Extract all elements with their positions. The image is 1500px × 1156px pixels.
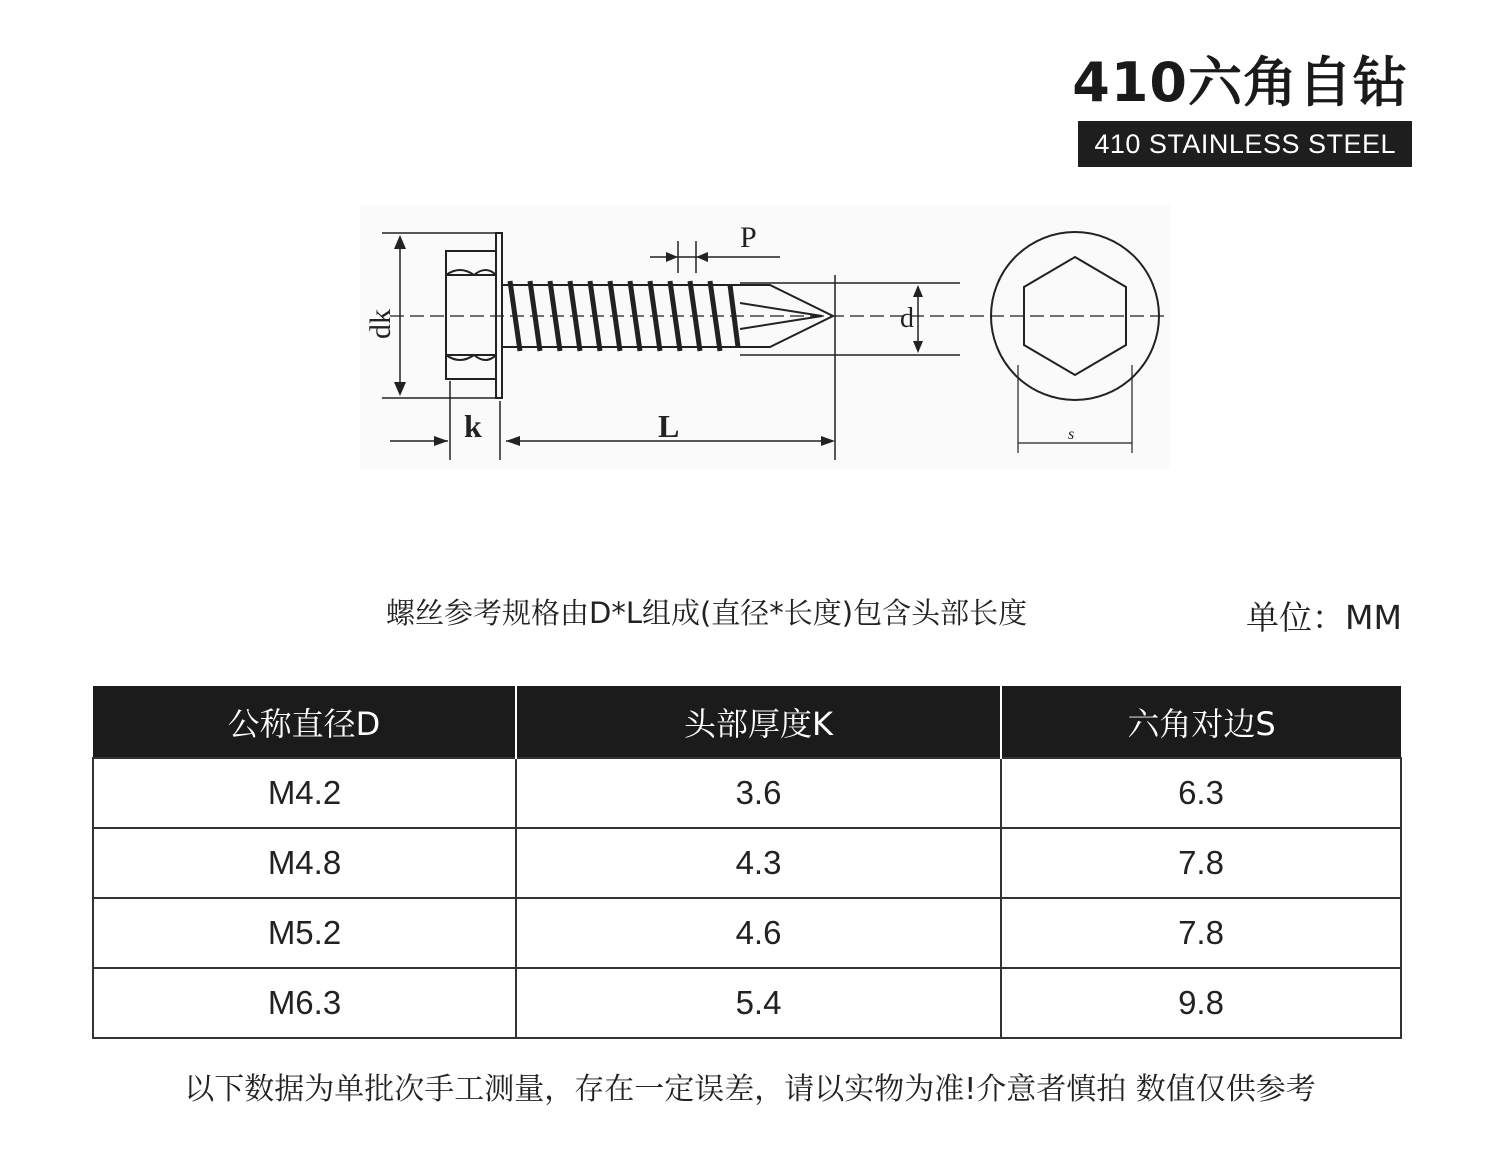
label-d: d <box>900 303 914 334</box>
cell-diameter: M4.8 <box>93 828 516 898</box>
cell-hex-width: 6.3 <box>1001 758 1401 828</box>
table-row <box>93 968 1401 1038</box>
screw-diagram <box>360 205 1170 470</box>
label-s: s <box>1068 426 1075 443</box>
unit-label: 单位：MM <box>1246 598 1402 637</box>
cell-diameter: M4.2 <box>93 758 516 828</box>
label-k: k <box>464 408 482 444</box>
cell-head-thickness: 5.4 <box>516 968 1001 1038</box>
table-row <box>93 898 1401 968</box>
table-row <box>93 828 1401 898</box>
table-row <box>93 758 1401 828</box>
cell-head-thickness: 4.3 <box>516 828 1001 898</box>
label-p: P <box>740 221 757 254</box>
table-header-row <box>93 686 1401 758</box>
cell-hex-width: 7.8 <box>1001 828 1401 898</box>
spec-note: 螺丝参考规格由D*L组成(直径*长度)包含头部长度 <box>386 596 1028 630</box>
spec-table <box>92 686 1402 1039</box>
label-dk: dk <box>364 309 397 339</box>
column-header-head-thickness: 头部厚度K <box>516 686 1001 758</box>
cell-hex-width: 7.8 <box>1001 898 1401 968</box>
cell-head-thickness: 3.6 <box>516 758 1001 828</box>
product-title: 410六角自钻 <box>1072 51 1408 114</box>
cell-diameter: M6.3 <box>93 968 516 1038</box>
cell-diameter: M5.2 <box>93 898 516 968</box>
column-header-diameter: 公称直径D <box>93 686 516 758</box>
cell-hex-width: 9.8 <box>1001 968 1401 1038</box>
material-badge: 410 STAINLESS STEEL <box>1078 121 1412 167</box>
column-header-hex-width: 六角对边S <box>1001 686 1401 758</box>
disclaimer-footer: 以下数据为单批次手工测量，存在一定误差，请以实物为准!介意者慎拍 数值仅供参考 <box>184 1072 1316 1107</box>
label-l: L <box>658 408 680 444</box>
cell-head-thickness: 4.6 <box>516 898 1001 968</box>
